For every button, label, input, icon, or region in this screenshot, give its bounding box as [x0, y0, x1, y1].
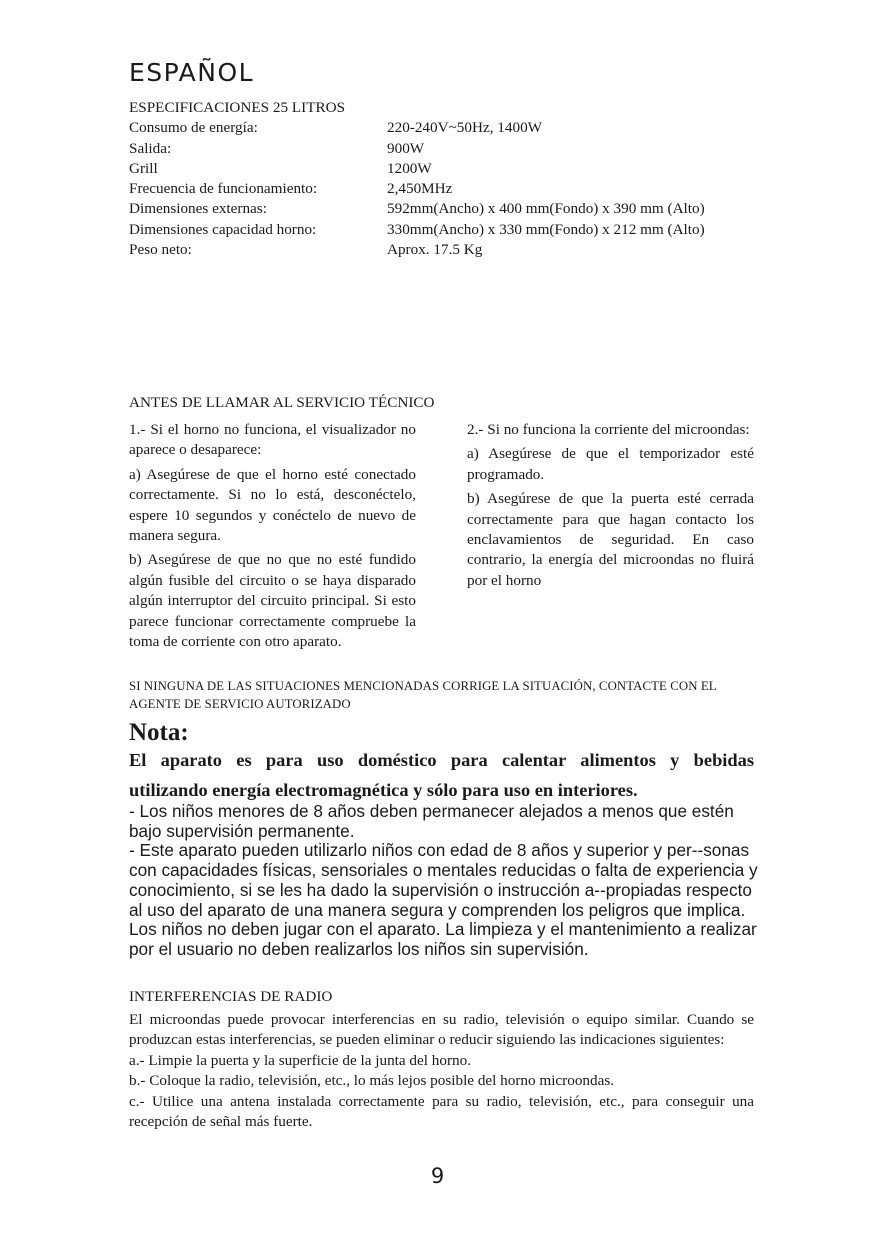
radio-intro: El microondas puede provocar interferencias en su radio, televisión o equipo similar. Cuando se produzcan estas interferencias, se pueden eliminar o reducir siguiendo las indicaciones siguientes:	[129, 1011, 754, 1049]
nota-body	[129, 780, 769, 960]
spec-row	[129, 139, 769, 159]
service-warning: SI NINGUNA DE LAS SITUACIONES MENCIONADAS CORRIGE LA SITUACIÓN, CONTACTE CON EL AGENTE DE SERVICIO AUTORIZADO	[129, 679, 717, 711]
nota-lead-line: El aparato es para uso doméstico para calentar alimentos y bebidas	[129, 750, 754, 770]
spec-value: 330mm(Ancho) x 330 mm(Fondo) x 212 mm (Alto)	[387, 220, 705, 238]
tech-service-item: 2.- Si no funciona la corriente del microondas:	[467, 421, 750, 438]
spec-label: Dimensiones externas:	[129, 200, 267, 218]
language-header: ESPAÑOL	[129, 58, 255, 87]
radio-item: c.- Utilice una antena instalada correctamente para su radio, televisión, etc., para conseguir una recepción de señal más fuerte.	[129, 1092, 754, 1131]
nota-lead	[129, 747, 754, 774]
spec-value: 220-240V~50Hz, 1400W	[387, 119, 543, 137]
tech-service-item: a) Asegúrese de que el horno esté conectado correctamente. Si no lo está, desconéctelo, espere 10 segundos y conéctelo de nuevo de manera segura.	[129, 465, 416, 545]
spec-row	[129, 199, 769, 219]
tech-service-item: b) Asegúrese de que la puerta esté cerrada correctamente para que hagan contacto los enclavamientos de seguridad. En caso contrario, la energía del microondas no fluirá por el horno	[467, 490, 754, 589]
page-number: 9	[430, 1164, 445, 1188]
spec-row	[129, 240, 769, 260]
nota-lead-line-2: utilizando energía electromagnética y sólo para uso en interiores.	[129, 780, 638, 800]
tech-service-item: b) Asegúrese de que no que no esté fundido algún fusible del circuito o se haya disparado algún interruptor del circuito principal. Si esto parece funcionar correctamente compruebe la toma de corriente con otro aparato.	[129, 551, 416, 651]
spec-row	[129, 179, 769, 199]
tech-service-right-column	[467, 420, 754, 595]
spec-label: Grill	[129, 159, 158, 177]
spec-value: 900W	[387, 139, 425, 157]
spec-label: Frecuencia de funcionamiento:	[129, 180, 318, 198]
nota-paragraph: - Este aparato pueden utilizarlo niños con edad de 8 años y superior y per--sonas con capacidades físicas, sensoriales o mentales reducidas o falta de experiencia y conocimiento, si se les ha dado la supervisión o instrucción a--propiadas respecto al uso del aparato de una manera segura y comprenden los peligros que implica. Los niños no deben jugar con el aparato. La limpieza y el mantenimiento a realizar por el usuario no deben realizarlos los niños sin supervisión.	[129, 840, 758, 959]
spec-label: Consumo de energía:	[129, 119, 258, 137]
spec-row	[129, 118, 769, 138]
tech-service-left-column	[129, 420, 416, 656]
spec-value: 2,450MHz	[387, 180, 453, 198]
spec-label: Salida:	[129, 139, 172, 157]
radio-interference-title: INTERFERENCIAS DE RADIO	[129, 988, 333, 1005]
tech-service-item: 1.- Si el horno no funciona, el visualizador no aparece o desaparece:	[129, 421, 416, 459]
nota-paragraph: - Los niños menores de 8 años deben permanecer alejados a menos que estén bajo supervisión permanente.	[129, 801, 734, 841]
spec-row	[129, 220, 769, 240]
spec-value: 592mm(Ancho) x 400 mm(Fondo) x 390 mm (Alto)	[387, 200, 705, 218]
radio-interference-body	[129, 1010, 754, 1132]
specifications-title: ESPECIFICACIONES 25 LITROS	[129, 99, 346, 116]
tech-service-item: a) Asegúrese de que el temporizador esté programado.	[467, 445, 754, 483]
radio-item: a.- Limpie la puerta y la superficie de la junta del horno.	[129, 1051, 472, 1069]
spec-value: 1200W	[387, 159, 432, 177]
specifications-section	[129, 98, 769, 260]
nota-title: Nota:	[129, 719, 189, 746]
spec-row	[129, 159, 769, 179]
radio-item: b.- Coloque la radio, televisión, etc., lo más lejos posible del horno microondas.	[129, 1072, 615, 1090]
spec-label: Dimensiones capacidad horno:	[129, 220, 317, 238]
spec-label: Peso neto:	[129, 241, 192, 259]
spec-value: Aprox. 17.5 Kg	[387, 241, 483, 259]
tech-service-title: ANTES DE LLAMAR AL SERVICIO TÉCNICO	[129, 394, 435, 411]
